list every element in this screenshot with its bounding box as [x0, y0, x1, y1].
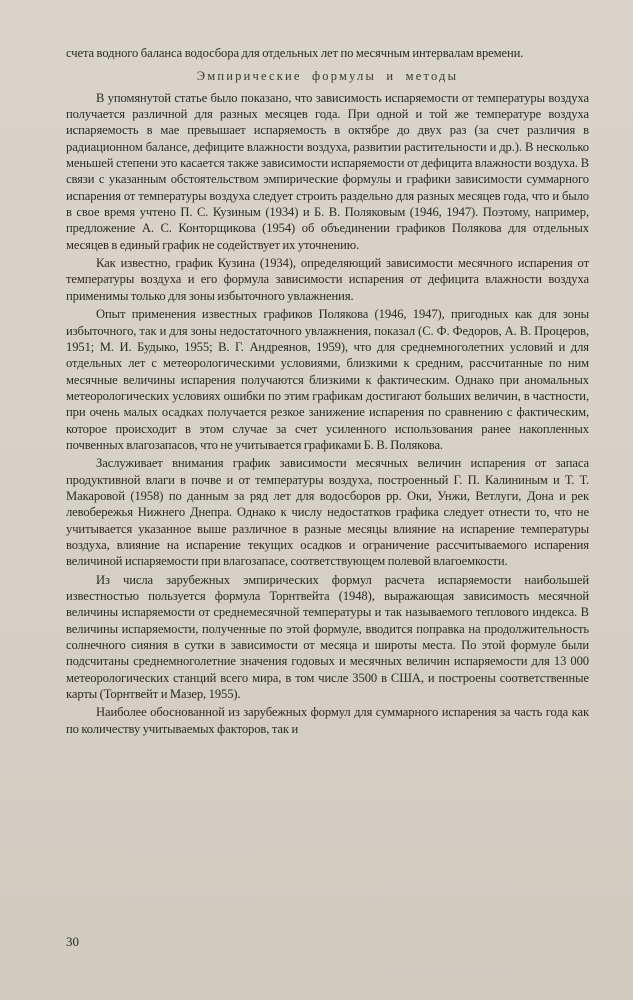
body-text: [66, 45, 589, 737]
paragraph-5: Из числа зарубежных эмпирических формул расчета испаряемости наибольшей известностью пользуется формула Торнтвейта (1948), выражающая зависимость месячной величины испаряемости от среднемесячной температуры и так называемого теплового индекса. В величины испаряемости, полученные по этой формуле, вводится поправка на продолжительность солнечного сияния в сутки в зависимости от месяца и широты места. По этой формуле были подсчитаны среднемноголетние значения годовых и месячных величин испаряемости для 13 000 метеорологических станций всего мира, в том числе 3500 в США, и построены соответственные карты (Торнтвейт и Мазер, 1955).: [66, 572, 589, 702]
paragraph-6: Наиболее обоснованной из зарубежных формул для суммарного испарения за часть года как по количеству учитываемых факторов, так и: [66, 705, 589, 736]
paragraph-1: В упомянутой статье было показано, что зависимость испаряемости от температуры воздуха получается различной для разных месяцев года. При одной и той же температуре воздуха испаряемость в мае превышает испаряемость в октябре до двух раз (за счет различия в радиационном балансе, дефиците влажности воздуха, развитии растительности и др.). В несколько меньшей степени это касается также зависимости испаряемости от дефицита влажности воздуха. В связи с указанным обстоятельством эмпирические формулы и графики зависимости суммарного испарения от температуры воздуха следует строить раздельно для разных месяцев года, что и было в свое время учтено П. С. Кузиным (1934) и Б. В. Поляковым (1946, 1947). Поэтому, например, предложение А. С. Конторщикова (1954) об объединении графиков Полякова для отдельных месяцев в единый график не содействует их уточнению.: [66, 90, 589, 252]
paragraph-2: Как известно, график Кузина (1934), определяющий зависимости месячного испарения от температуры воздуха и его формула зависимости испарения от дефицита влажности воздуха применимы только для зоны избыточного увлажнения.: [66, 256, 589, 303]
paragraph-4: Заслуживает внимания график зависимости месячных величин испарения от запаса продуктивной влаги в почве и от температуры воздуха, построенный Г. П. Калининым и Т. Т. Макаровой (1958) по данным за ряд лет для водосборов рр. Оки, Унжи, Ветлуги, Дона и рек левобережья Нижнего Днепра. Однако к числу недостатков графика следует отнести то, что не учитывается указанное выше различное в разные месяцы влияние на испарение температуры воздуха, влияние на испарение текущих осадков и ограничение рассчитываемого испарения величиной испаряемости при влагозапасе, соответствующем полевой влагоемкости.: [66, 456, 589, 569]
paragraph-3: Опыт применения известных графиков Полякова (1946, 1947), пригодных как для зоны избыточного, так и для зоны недостаточного увлажнения, показал (С. Ф. Федоров, А. В. Процеров, 1951; М. И. Будыко, 1955; В. Г. Андреянов, 1959), что для среднемноголетних условий и для отдельных лет с метеорологическими условиями, близкими к средним, рассчитанные по ним месячные величины испарения получаются близкими к фактическим. Однако при аномальных метеорологических условиях ошибки по этим графикам достигают больших величин, в частности, при очень малых осадках получается резкое занижение испарения по сравнению с фактическим, которое происходит в этом случае за счет усиленного использования ранее накопленных почвенных влагозапасов, что не учитывается графиками Б. В. Полякова.: [66, 307, 589, 452]
page-number: 30: [66, 934, 79, 949]
section-heading: Эмпирические формулы и методы: [196, 69, 459, 84]
continuation-paragraph: счета водного баланса водосбора для отдельных лет по месячным интервалам времени.: [66, 46, 524, 60]
